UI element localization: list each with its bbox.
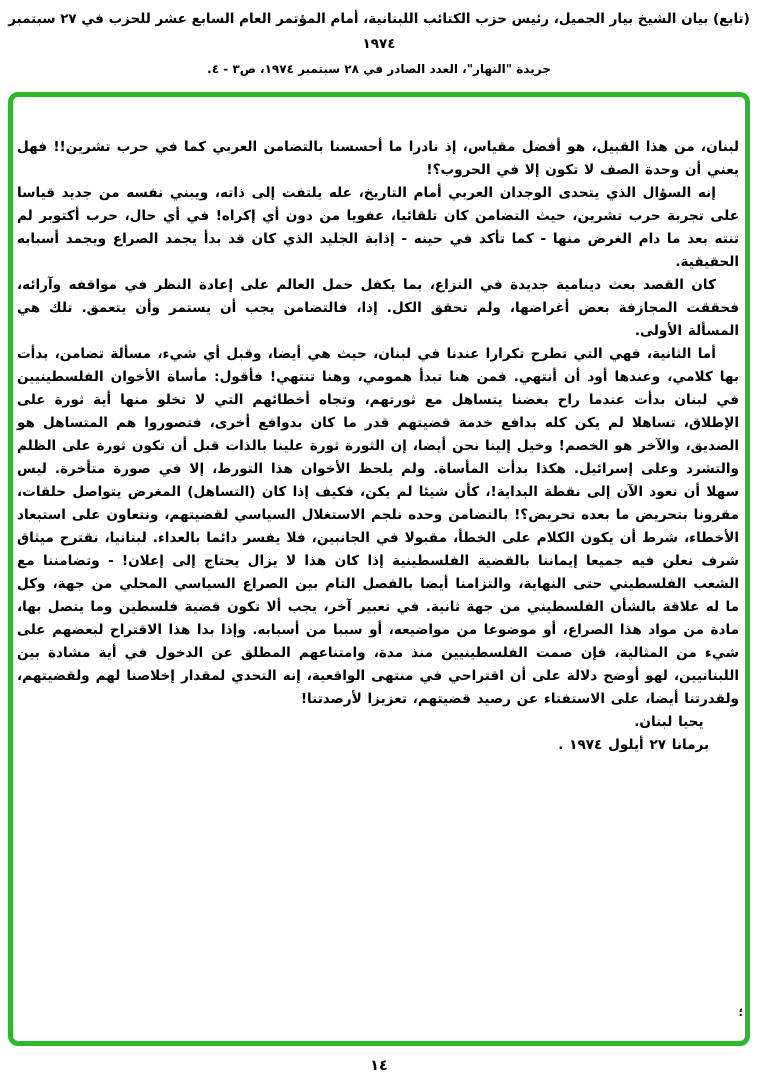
closing-line: يحيا لبنان. <box>634 714 704 730</box>
page-footer <box>0 1058 758 1074</box>
header-title-line2: ١٩٧٤ <box>362 36 396 52</box>
page-number: ١٤ <box>370 1058 388 1074</box>
paragraph: إنه السؤال الذي يتحدى الوجدان العربي أمام التاريخ، عله يلتفت إلى ذاته، ويبني نفسه من جديد قياسا على تجربة حرب تشرين، حيث التضامن كان تلقائيا، عفويا من دون أي إكراه! في أي حال، حرب أكتوبر لم تنته بعد ما دام الغرض منها - كما تأكد في حينه - إذابة الجليد الذي كان قد بدأ يجمد الصراع ويجمد أسبابه الحقيقية. <box>17 185 739 270</box>
paragraph: لبنان، من هذا القبيل، هو أفضل مقياس، إذ نادرا ما أحسسنا بالتضامن العربي كما في حرب تشرين!! فهل يعني أن وحدة الصف لا تكون إلا في الحروب؟! <box>17 139 739 178</box>
paragraph: كان القصد بعث دينامية جديدة في النزاع، بما يكفل حمل العالم على إعادة النظر في مواقفه وآرائه، فحققت المجازفة بعض أغراضها، ولم تحقق الكل. إذا، فالتضامن يجب أن يستمر وأن يتعمق. تلك هي المسألة الأولى. <box>17 277 739 339</box>
document-header <box>0 0 758 80</box>
header-source-citation: جريدة "النهار"، العدد الصادر في ٢٨ سبتمبر ١٩٧٤، ص٣ - ٤. <box>207 62 551 76</box>
dateline: برمانا ٢٧ أيلول ١٩٧٤ . <box>558 737 710 753</box>
header-title-line1: (تابع) بيان الشيخ بيار الجميل، رئيس حزب الكتائب اللبنانية، أمام المؤتمر العام السابع عشر للحزب في ٢٧ سبتمبر <box>8 11 750 27</box>
margin-mark: ؛ <box>738 1006 743 1019</box>
paragraph: أما الثانية، فهي التي تطرح تكرارا عندنا في لبنان، حيث هي أيضا، وقبل أي شيء، مسألة تضامن، بدأت بها كلامي، وعندها أود أن أنتهي. فمن هنا تبدأ همومي، وهنا تنتهي! فأقول: مأساة الأخوان الفلسطينيين في لبنان بدأت عندما راح بعضنا يتساهل مع ثورتهم، وتجاه أخطائهم التي لا تخلو منها أية ثورة على الإطلاق، تساهلا لم يكن كله بدافع خدمة قضيتهم قدر ما كان بدوافع أخرى، فتصوروا هم المتساهل هو الصديق، والآخر هو الخصم! وخيل إلينا نحن أيضا، إن الثورة ثورة علينا بالذات قبل أن تكون ثورة على الظلم والتشرد وعلى إسرائيل. هكذا بدأت المأساة. ولم يلحظ الأخوان هذا التورط، إلا في صورة متأخرة. ليس سهلا أن نعود الآن إلى نقطة البداية!، كأن شيئا لم يكن، فكيف إذا كان (التساهل) المغرض يتواصل حلقات، مقرونا بتحريض ما بعده تحريض؟! بالتضامن وحده نلجم الاستغلال السياسي لقضيتهم، ونتعاون على استبعاد الأخطاء، شرط أن يكون الكلام على الخطأ، مقبولا في الجانبين، فلا يفسر دائما بالعداء. لبنانيا، نقترح ميثاق شرف نعلن فيه جميعا إيماننا بالقضية الفلسطينية إذا كان هذا لا يزال يحتاج إلى إعلان! - وتضامننا مع الشعب الفلسطيني حتى النهاية، والتزامنا أيضا بالفصل التام بين الصراع السياسي المحلي من جهة، وكل ما له علاقة بالشأن الفلسطيني من جهة ثانية. في تعبير آخر، يجب ألا تكون قضية فلسطين وما يتصل بها، مادة من مواد هذا الصراع، أو موضوعا من مواضيعه، أو سببا من أسبابه. وإذا بدا هذا الاقتراح لبعضهم على شيء من المثالية، فإن صمت الفلسطينيين منذ مدة، وامتناعهم المطلق عن الدخول في أية مشادة بين اللبنانيين، لهو أوضح دلالة على أن اقتراحي في منتهى الواقعية، إنه التحدي لمقدار إخلاصنا لهم ولقضيتهم، ولقدرتنا أيضا، على الاستفتاء عن رصيد قضيتهم، تعزيزا لأرصدتنا! <box>17 346 739 707</box>
document-body <box>17 136 739 757</box>
